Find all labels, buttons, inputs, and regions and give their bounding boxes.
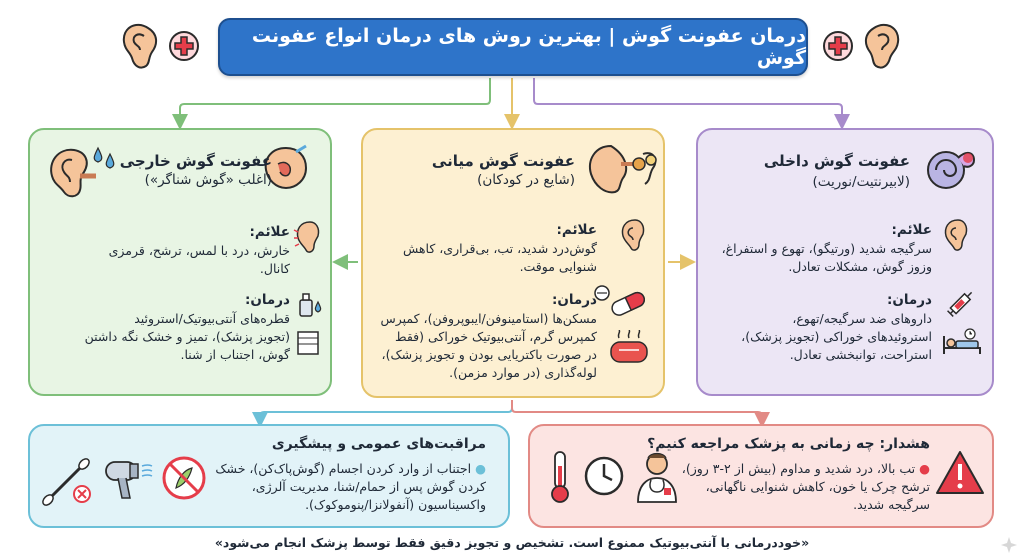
inner-ear-symptoms-line-1: سرگیجه شدید (ورتیگو)، تهوع و استفراغ، <box>721 241 932 256</box>
outer-ear-symptoms-line-1: خارش، درد با لمس، ترشح، قرمزی <box>108 243 290 258</box>
middle-ear-treatment-label: درمان: <box>551 292 597 308</box>
medical-cross-icon <box>822 30 854 62</box>
middle-ear-symptoms-line-1: گوش‌درد شدید، تب، بی‌قراری، کاهش <box>402 241 597 256</box>
ear-drops-bottle-icon <box>294 290 324 320</box>
bullet-icon: ● <box>915 461 930 476</box>
general-care-line-1: ● اجتناب از وارد کردن اجسام (گوش‌پاک‌کن)، خشک <box>215 461 486 476</box>
page-title <box>218 18 808 76</box>
warning-line-1: ● تب بالا، درد شدید و مداوم (بیش از ۲-۳ روز)، <box>681 461 930 476</box>
inner-ear-card <box>696 128 994 396</box>
middle-ear-treatment-line-3: در صورت باکتریایی بودن و تجویز پزشک)، <box>381 347 597 362</box>
general-care-card <box>28 424 510 528</box>
ear-pain-icon <box>292 220 322 254</box>
outer-ear-treatment-line-1: قطره‌های آنتی‌بیوتیک/استروئید <box>134 311 290 326</box>
inner-ear-treatment-label: درمان: <box>886 292 932 308</box>
outer-ear-treatment-line-3: گوش، اجتناب از شنا. <box>180 347 290 362</box>
page-title-text: درمان عفونت گوش | بهترین روش های درمان انواع عفونت گوش <box>251 25 806 69</box>
warning-line-3: سرگیجه شدید. <box>853 497 930 512</box>
outer-ear-subtitle: (اغلب «گوش شناگر») <box>144 172 272 188</box>
middle-ear-title: عفونت گوش میانی <box>431 152 575 170</box>
thermometer-icon <box>546 450 574 504</box>
clock-icon <box>582 454 626 498</box>
sparkle-icon <box>1000 536 1018 554</box>
inner-ear-treatment-line-3: استراحت، توانبخشی تعادل. <box>789 347 932 362</box>
warning-title: هشدار: چه زمانی به پزشک مراجعه کنیم؟ <box>647 436 930 452</box>
ear-icon <box>118 20 160 72</box>
arrow-to-warn <box>512 400 762 420</box>
bed-rest-icon <box>942 328 982 358</box>
middle-ear-treatment-line-1: مسکن‌ها (استامینوفن/ایبوپروفن)، کمپرس <box>380 311 597 326</box>
middle-ear-card <box>361 128 665 398</box>
towel-icon <box>294 328 322 358</box>
middle-ear-symptoms-line-2: شنوایی موقت. <box>519 259 597 274</box>
warning-line-2: ترشح چرک یا خون، کاهش شنوایی ناگهانی، <box>705 479 930 494</box>
inner-ear-subtitle: (لابیرنتیت/نوریت) <box>812 174 910 190</box>
arrow-to-outer <box>180 78 490 122</box>
outer-ear-treatment-line-2: (تجویز پزشک)، تمیز و خشک نگه داشتن <box>84 329 290 344</box>
syringe-icon <box>944 286 978 320</box>
medical-cross-icon <box>168 30 200 62</box>
ear-icon <box>619 218 647 252</box>
warm-compress-icon <box>607 330 651 366</box>
inner-ear-symptoms-label: علائم: <box>891 222 932 238</box>
inner-ear-symptoms-line-2: وزوز گوش، مشکلات تعادل. <box>788 259 932 274</box>
general-care-title: مراقبت‌های عمومی و پیشگیری <box>271 436 486 452</box>
pill-capsule-icon <box>607 290 653 316</box>
arrow-to-care <box>260 400 512 420</box>
bullet-icon: ● <box>471 461 486 476</box>
ear-icon <box>942 218 970 252</box>
inner-ear-cochlea-icon <box>920 142 980 194</box>
outer-ear-treatment-label: درمان: <box>244 292 290 308</box>
outer-ear-title: عفونت گوش خارجی <box>119 152 272 170</box>
outer-ear-card <box>28 128 332 396</box>
ear-icon <box>862 20 904 72</box>
hair-dryer-icon <box>104 454 154 502</box>
warning-card <box>528 424 994 528</box>
arrow-to-inner <box>534 78 842 122</box>
footer-note: «خوددرمانی با آنتی‌بیوتیک ممنوع است. تشخیص و تجویز دقیق فقط توسط پزشک انجام می‌شود» <box>214 535 810 550</box>
middle-ear-treatment-line-2: کمپرس گرم، آنتی‌بیوتیک خوراکی (فقط <box>394 329 597 344</box>
inner-ear-title: عفونت گوش داخلی <box>763 152 910 170</box>
middle-ear-symptoms-label: علائم: <box>556 222 597 238</box>
inner-ear-treatment-line-2: استروئیدهای خوراکی (تجویز پزشک)، <box>741 329 932 344</box>
cotton-swab-no-icon <box>42 452 96 506</box>
inner-ear-treatment-line-1: داروهای ضد سرگیجه/تهوع، <box>792 311 932 326</box>
middle-ear-treatment-line-4: لوله‌گذاری (در موارد مزمن). <box>449 365 597 380</box>
outer-ear-symptoms-label: علائم: <box>249 224 290 240</box>
middle-ear-anatomy-icon <box>581 140 661 200</box>
warning-triangle-icon <box>934 448 986 498</box>
outer-ear-symptoms-line-2: کانال. <box>259 261 290 276</box>
middle-ear-subtitle: (شایع در کودکان) <box>477 172 575 188</box>
general-care-line-2: کردن گوش پس از حمام/شنا، مدیریت آلرژی، <box>251 479 486 494</box>
general-care-line-3: واکسیناسیون (آنفولانزا/پنوموکوک). <box>305 497 486 512</box>
